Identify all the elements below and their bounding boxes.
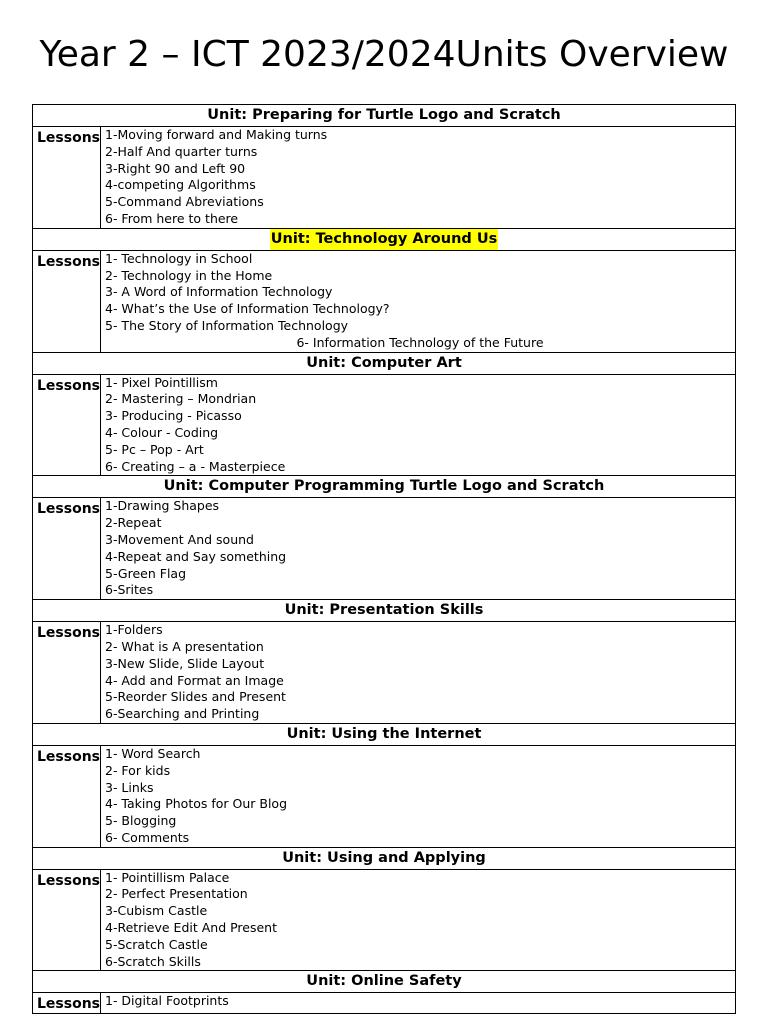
lesson-item: 3- A Word of Information Technology [105,284,333,300]
unit-title: Unit: Computer Art [306,354,462,371]
unit-header [32,104,736,127]
lesson-item: 2- Mastering – Mondrian [105,391,257,407]
unit-title: Unit: Online Safety [306,973,462,990]
lesson-item: 2-Repeat [105,515,162,531]
lessons-label: Lessons [33,993,101,1013]
unit-header [32,475,736,498]
lessons-label: Lessons [33,498,101,599]
lesson-item: 4- What’s the Use of Information Technology? [105,301,390,317]
unit-header [32,228,736,251]
unit-title: Unit: Presentation Skills [284,602,484,619]
lesson-item: 6-Scratch Skills [105,953,201,969]
lessons-row [32,251,736,353]
lesson-item: 6- Creating – a - Masterpiece [105,458,286,474]
lessons-label: Lessons [33,251,101,352]
lessons-row [32,622,736,724]
lesson-item: 5- Pc – Pop - Art [105,441,204,457]
lesson-item: 5-Green Flag [105,565,187,581]
lesson-item: 1- Digital Footprints [105,993,229,1009]
lesson-item: 1- Word Search [105,745,201,761]
lesson-item: 4- Taking Photos for Our Blog [105,796,288,812]
lessons-list [101,746,735,847]
lesson-item: 3- Links [105,779,154,795]
lesson-item: 5- Blogging [105,813,177,829]
lessons-list [101,993,735,1013]
lesson-item: 2-Half And quarter turns [105,143,258,159]
lesson-item: 5-Reorder Slides and Present [105,689,286,705]
unit-title: Unit: Using and Applying [282,849,486,866]
lessons-list [101,251,735,352]
lesson-item: 4- Add and Format an Image [105,672,284,688]
lesson-item: 1- Pointillism Palace [105,869,230,885]
unit-header [32,599,736,622]
lesson-item: 5-Command Abreviations [105,194,264,210]
lesson-item: 4-Retrieve Edit And Present [105,920,278,936]
lessons-label: Lessons [33,127,101,228]
lesson-item: 4- Colour - Coding [105,424,219,440]
lessons-row [32,127,736,229]
lesson-item: 1-Drawing Shapes [105,498,220,514]
lessons-label: Lessons [33,375,101,476]
unit-header [32,847,736,870]
lesson-item: 6- Comments [105,829,190,845]
lesson-item: 6- Information Technology of the Future [296,334,544,350]
lessons-row [32,993,736,1014]
lesson-item: 1- Technology in School [105,250,253,266]
lesson-item: 3-Movement And sound [105,531,254,547]
unit-title: Unit: Preparing for Turtle Logo and Scratch [207,107,561,123]
lessons-list [101,622,735,723]
unit-title: Unit: Computer Programming Turtle Logo and Scratch [163,478,605,495]
lessons-row [32,375,736,477]
lessons-row [32,746,736,848]
unit-header [32,723,736,746]
lessons-label: Lessons [33,870,101,971]
lessons-list [101,375,735,476]
lesson-item: 5- The Story of Information Technology [105,317,349,333]
lesson-item: 2- What is A presentation [105,638,264,654]
lesson-item: 4-Repeat and Say something [105,548,287,564]
lessons-list [101,498,735,599]
lessons-row [32,498,736,600]
lesson-item: 6-Srites [105,582,154,598]
lesson-item: 1-Folders [105,622,163,638]
lesson-item: 2- Perfect Presentation [105,886,248,902]
units-overview-table [32,104,736,1014]
lesson-item: 6- From here to there [105,210,239,226]
lesson-item: 3-Right 90 and Left 90 [105,160,246,176]
unit-title: Unit: Technology Around Us [270,229,498,250]
lessons-list [101,870,735,971]
lesson-item: 1- Pixel Pointillism [105,374,218,390]
lesson-item: 3-New Slide, Slide Layout [105,655,265,671]
lesson-item: 2- For kids [105,762,171,778]
unit-header [32,970,736,993]
lesson-item: 3- Producing - Picasso [105,408,242,424]
unit-header [32,352,736,375]
lessons-label: Lessons [33,746,101,847]
lesson-item: 4-competing Algorithms [105,177,256,193]
lesson-item: 3-Cubism Castle [105,903,208,919]
lesson-item: 5-Scratch Castle [105,936,208,952]
lessons-row [32,870,736,972]
lessons-list [101,127,735,228]
lesson-item: 6-Searching and Printing [105,706,260,722]
lesson-item: 2- Technology in the Home [105,267,273,283]
unit-title: Unit: Using the Internet [286,725,482,742]
lessons-label: Lessons [33,622,101,723]
page-title: Year 2 – ICT 2023/2024Units Overview [39,34,729,75]
lesson-item: 1-Moving forward and Making turns [105,127,328,142]
